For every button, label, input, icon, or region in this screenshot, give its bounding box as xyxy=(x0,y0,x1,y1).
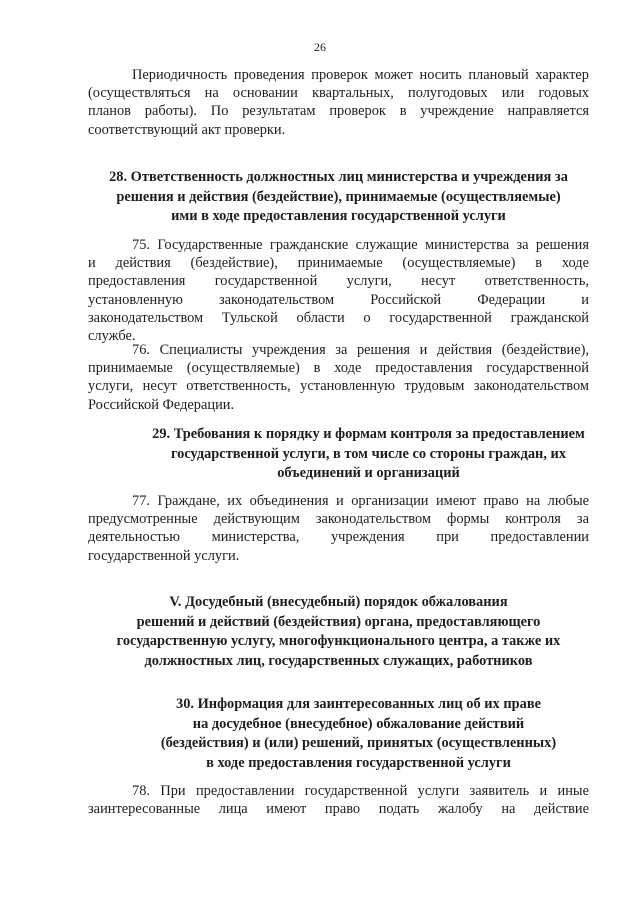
p75-line-4: установленную законодательством Российской Федерации и xyxy=(88,291,589,308)
intro-line-1: Периодичность проведения проверок может носить плановый характер xyxy=(132,67,589,83)
intro-line-2: (осуществляться на основании квартальных, полугодовых или годовых xyxy=(88,85,589,102)
p75-line-1: 75. Государственные гражданские служащие министерства за решения xyxy=(132,237,589,253)
p76-line-3: услуги, несут ответственность, установленную трудовым законодательством xyxy=(88,378,589,395)
p76-line-2: принимаемые (осуществляемые) в ходе предоставления государственной xyxy=(88,360,589,377)
section-30-heading-line-1: 30. Информация для заинтересованных лиц об их праве xyxy=(176,696,541,712)
paragraph-78 xyxy=(88,782,589,818)
chapter-v-heading xyxy=(88,593,589,671)
section-28-heading-line-3: ими в ходе предоставления государственной услуги xyxy=(171,208,506,225)
intro-paragraph xyxy=(88,66,589,139)
p78-line-2: заинтересованные лица имеют право подать жалобу на действие xyxy=(88,801,589,818)
section-29-heading xyxy=(118,425,619,484)
chapter-v-heading-line-4: должностных лиц, государственных служащих, работников xyxy=(144,652,533,669)
chapter-v-heading-line-1: V. Досудебный (внесудебный) порядок обжалования xyxy=(169,594,508,610)
p77-line-4: государственной услуги. xyxy=(88,547,240,564)
p77-line-3: деятельностью министерства, учреждения при предоставлении xyxy=(88,529,589,546)
section-30-heading xyxy=(108,695,609,773)
p78-line-1: 78. При предоставлении государственной услуги заявитель и иные xyxy=(132,783,589,799)
section-29-heading-line-1: 29. Требования к порядку и формам контроля за предоставлением xyxy=(152,426,585,442)
chapter-v-heading-line-2: решений и действий (бездействия) органа, предоставляющего xyxy=(136,613,541,630)
p75-line-3: предоставления государственной услуги, несут ответственность, xyxy=(88,273,589,290)
p76-line-1: 76. Специалисты учреждения за решения и действия (бездействие), xyxy=(132,342,589,358)
paragraph-77 xyxy=(88,492,589,565)
intro-line-4: соответствующий акт проверки. xyxy=(88,121,286,138)
paragraph-76 xyxy=(88,341,589,414)
p75-line-2: и действия (бездействие), принимаемые (осуществляемые) в ходе xyxy=(88,255,589,272)
p77-line-1: 77. Граждане, их объединения и организации имеют право на любые xyxy=(132,493,589,509)
section-29-heading-line-2: государственной услуги, в том числе со стороны граждан, их xyxy=(170,445,567,462)
section-30-heading-line-4: в ходе предоставления государственной услуги xyxy=(206,754,511,771)
p75-line-5: законодательством Тульской области о государственной гражданской xyxy=(88,309,589,326)
section-28-heading-line-2: решения и действия (бездействие), принимаемые (осуществляемые) xyxy=(116,188,561,205)
intro-line-3: планов работы). По результатам проверок в учреждение направляется xyxy=(88,103,589,120)
section-28-heading xyxy=(88,168,589,227)
p75-line-6: службе. xyxy=(88,328,136,345)
section-29-heading-line-3: объединений и организаций xyxy=(277,465,460,482)
page-number: 26 xyxy=(314,40,326,54)
section-28-heading-line-1: 28. Ответственность должностных лиц министерства и учреждения за xyxy=(109,169,568,185)
paragraph-75 xyxy=(88,236,589,345)
section-30-heading-line-2: на досудебное (внесудебное) обжалование действий xyxy=(192,715,525,732)
p76-line-4: Российской Федерации. xyxy=(88,396,235,413)
section-30-heading-line-3: (бездействия) и (или) решений, принятых (осуществленных) xyxy=(160,735,557,752)
p77-line-2: предусмотренные действующим законодательством формы контроля за xyxy=(88,511,589,528)
chapter-v-heading-line-3: государственную услугу, многофункционального центра, а также их xyxy=(116,633,561,650)
